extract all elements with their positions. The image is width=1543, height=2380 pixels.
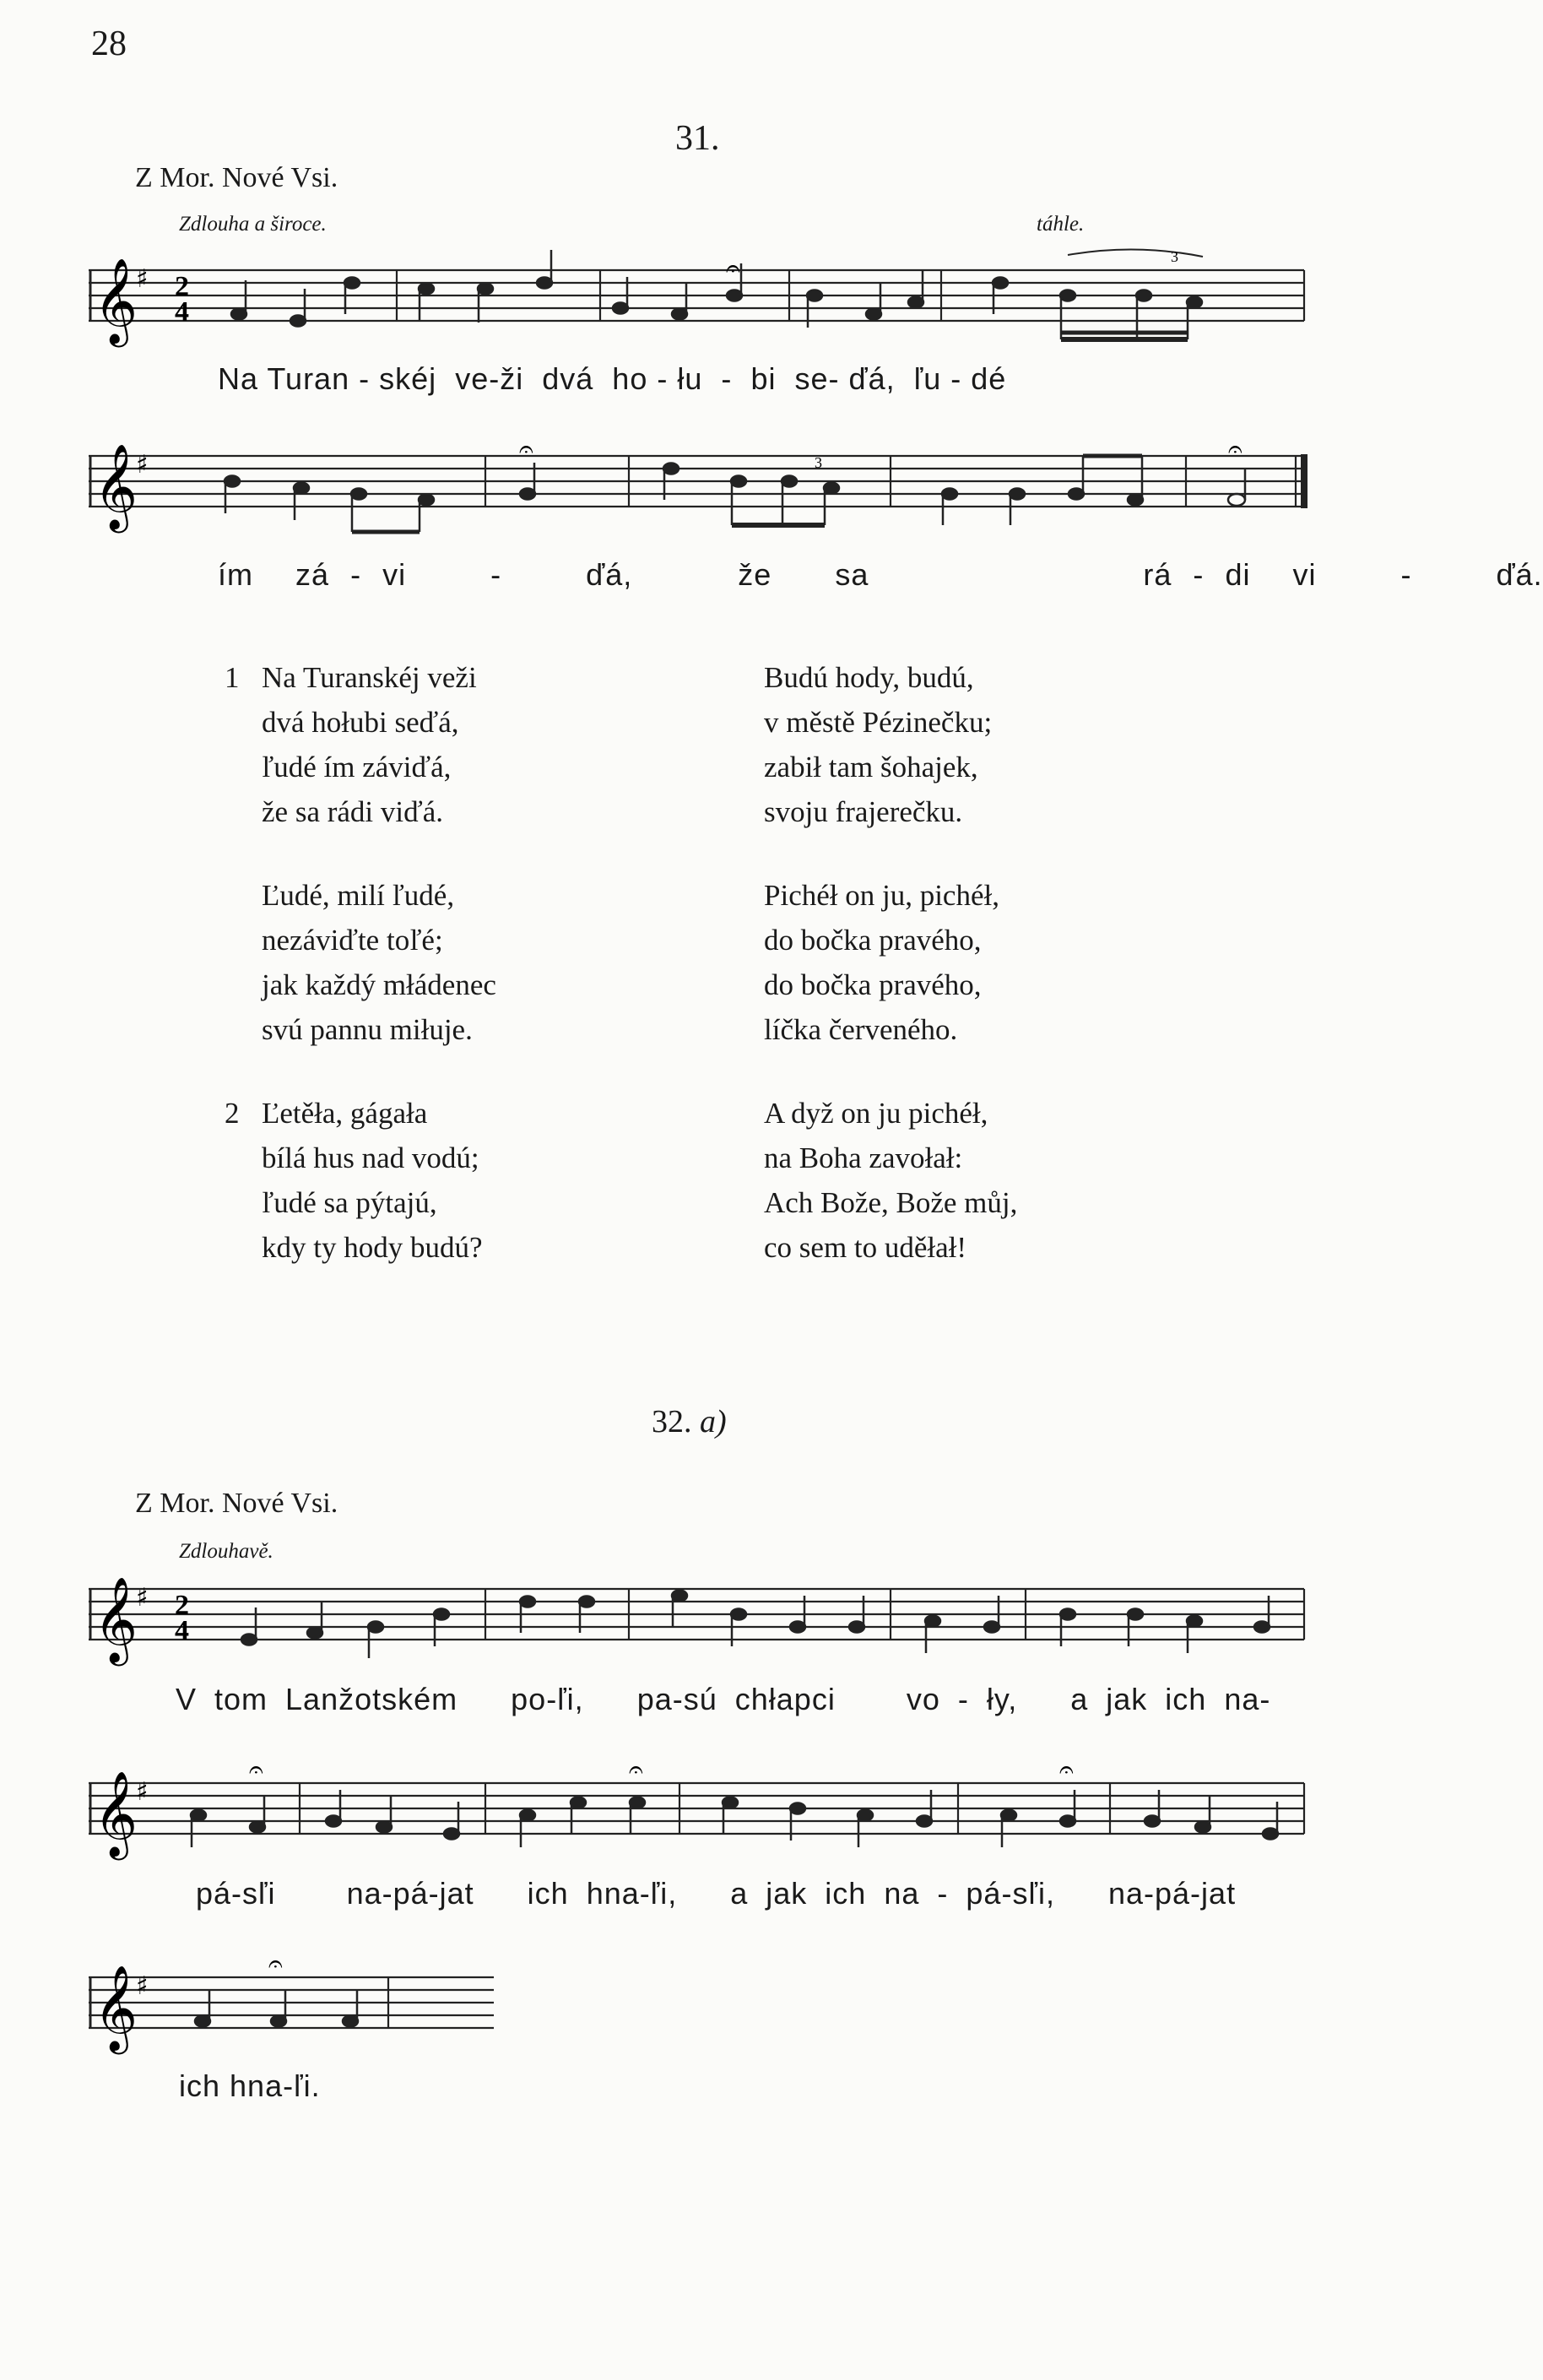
verses-left-column (225, 655, 496, 1309)
time-signature-bottom: 4 (175, 1615, 189, 1646)
treble-clef: 𝄞 (94, 1770, 138, 1857)
lyrics-line: Na Turan - skéj ve-ži dvá ho - łu - bi se- ďá, ľu - dé (218, 361, 1007, 396)
page-number: 28 (91, 24, 127, 63)
stanza-number: 1 (225, 661, 240, 694)
music-staff (89, 1756, 1313, 1876)
svg-text:♯: ♯ (136, 450, 149, 480)
tuplet-number: 3 (1171, 248, 1178, 265)
fermata-icon: 𝄐 (726, 255, 740, 283)
treble-clef (94, 257, 138, 348)
stanza: Ľudé, milí ľudé, nezáviďte toľé; jak každý młádenec svú pannu miłuje. (262, 879, 496, 1046)
notes (195, 1989, 358, 2027)
treble-clef: 𝄞 (94, 1964, 138, 2051)
fermata-icon: 𝄐 (1059, 1756, 1074, 1784)
fermata-icon: 𝄐 (268, 1950, 283, 1978)
music-staff (89, 1575, 1313, 1682)
time-signature-top: 2 (175, 1590, 189, 1621)
music-staff (89, 436, 1313, 549)
fermata-icon: 𝄐 (629, 1756, 643, 1784)
svg-text:♯: ♯ (136, 1777, 149, 1807)
tuplet-number: 3 (815, 454, 822, 471)
svg-text:♯: ♯ (136, 264, 149, 294)
music-staff (89, 248, 1313, 363)
lyrics-line: ím zá - vi - ďá, že sa rá - di vi - ďá. (218, 557, 1543, 592)
time-signature-top: 2 (175, 271, 189, 302)
stanza: Pichéł on ju, pichéł, do bočka pravého, do bočka pravého, líčka červeného. (764, 879, 999, 1046)
fermata-icon: 𝄐 (249, 1756, 263, 1784)
stanza: 1 Na Turanskéj veži dvá hołubi seďá, ľudé ím záviďá, že sa rádi viďá. (262, 655, 496, 834)
time-signature-bottom: 4 (175, 296, 189, 328)
fermata-icon: 𝄐 (1228, 436, 1243, 464)
tempo-change-marking: táhle. (1037, 213, 1085, 236)
stanza: 2 Ľetěła, gágała bílá hus nad vodú; ľudé sa pýtajú, kdy ty hody budú? (262, 1091, 496, 1270)
tempo-marking: Zdlouhavě. (179, 1540, 273, 1563)
stanza: A dyž on ju pichéł, na Boha zavołał: Ach Bože, Bože můj, co sem to uděłał! (764, 1097, 1018, 1264)
music-staff (89, 1950, 511, 2070)
stanza-number: 2 (225, 1097, 240, 1130)
lyrics-line: V tom Lanžotském po-ľi, pa-sú chłapci vo - ły, a jak ich na- (176, 1682, 1271, 1716)
stanza: Budú hody, budú, v městě Pézinečku; zabił tam šohajek, svoju frajerečku. (764, 661, 993, 828)
svg-text:♯: ♯ (136, 1583, 149, 1613)
verses-right-column (764, 655, 1017, 1309)
song-number: 31. (675, 119, 720, 158)
treble-clef: 𝄞 (94, 442, 138, 529)
svg-text:♯: ♯ (136, 1971, 149, 2001)
fermata-icon: 𝄐 (519, 436, 533, 464)
notes (191, 1790, 1278, 1847)
song-origin: Z Mor. Nové Vsi. (135, 162, 338, 193)
svg-text:𝄞: 𝄞 (94, 257, 138, 344)
treble-clef: 𝄞 (94, 1575, 138, 1662)
tempo-marking: Zdlouha a široce. (179, 213, 327, 236)
notes (241, 1591, 1270, 1659)
song-number: 32. a) (652, 1404, 727, 1439)
lyrics-line: ich hna-ľi. (179, 2068, 321, 2103)
song-origin: Z Mor. Nové Vsi. (135, 1488, 338, 1519)
lyrics-line: pá-sľi na-pá-jat ich hna-ľi, a jak ich na - pá-sľi, na-pá-jat (196, 1876, 1237, 1911)
